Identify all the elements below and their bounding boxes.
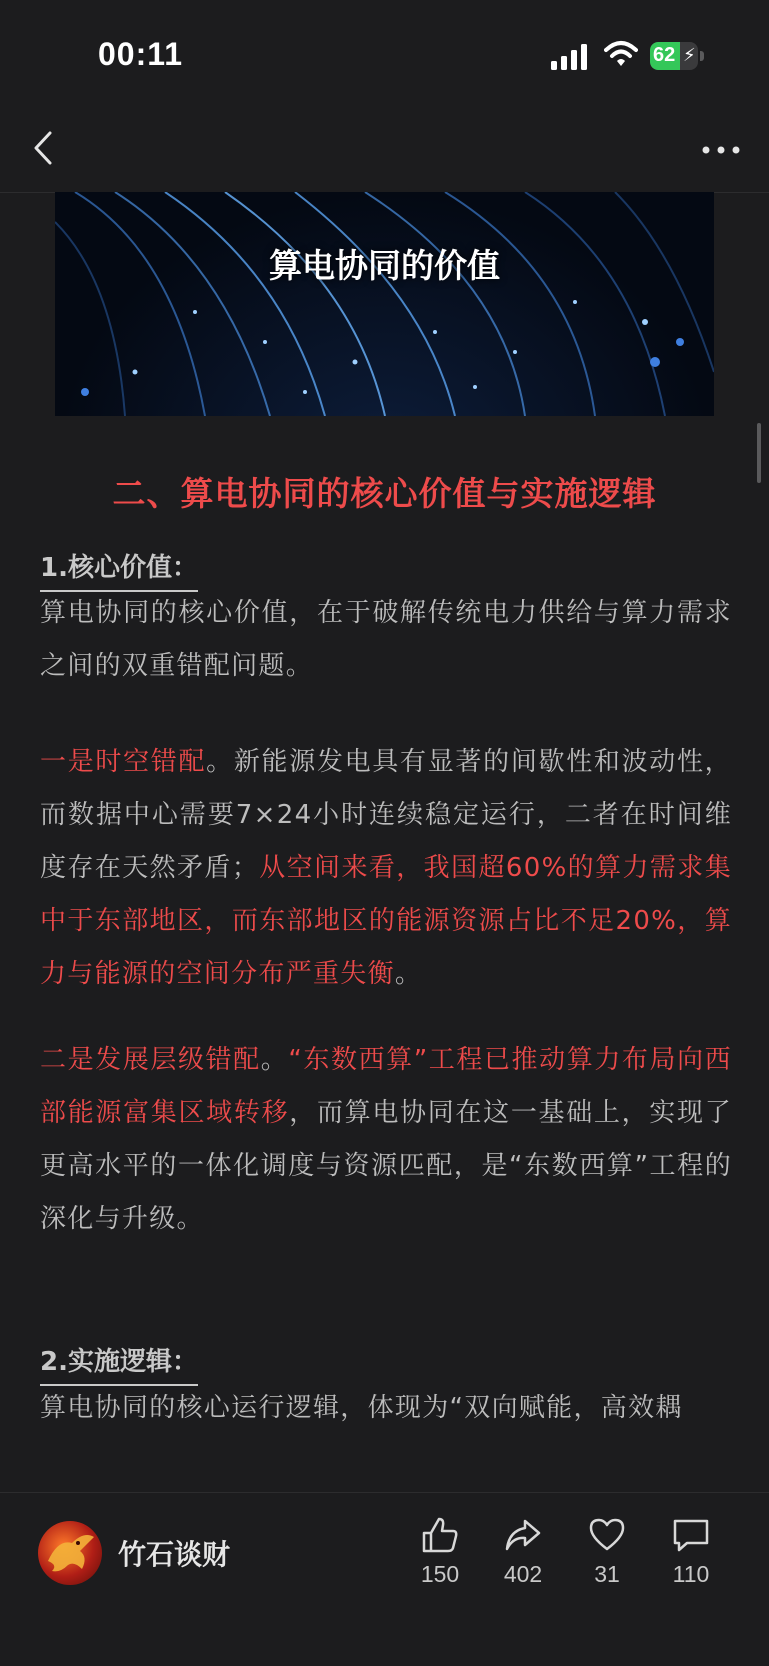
favorite-button[interactable]: [572, 1515, 642, 1588]
highlight-text: 二是发展层级错配: [40, 1045, 261, 1075]
banner-title: 算电协同的价值: [269, 246, 500, 285]
article-banner-image: [55, 192, 714, 416]
charging-bolt-icon: ⚡: [683, 45, 696, 66]
subheading-implementation-logic: 2.实施逻辑：: [40, 1341, 198, 1386]
back-arrow-icon[interactable]: [28, 128, 58, 168]
highlight-text: 一是时空错配: [40, 747, 207, 777]
comment-button[interactable]: [656, 1515, 726, 1588]
like-count: 150: [420, 1561, 460, 1587]
body-text: 。: [394, 959, 423, 989]
share-arrow-icon: [503, 1515, 543, 1555]
highlight-text: 从空间来看，我国超60%的算力需求集中于东部地区，而东部地区的能源资源占比不足20%，算力与能源的空间分布严重失衡: [40, 853, 732, 989]
highlight-text: “东数西算”工程已推动算力布局向西部能源富集区域转移: [40, 1045, 732, 1128]
author-avatar[interactable]: [38, 1521, 102, 1585]
favorite-count: 31: [594, 1561, 620, 1587]
wifi-icon: [604, 40, 638, 68]
article-content[interactable]: [0, 192, 769, 1492]
eagle-logo-icon: [38, 1521, 102, 1585]
share-count: 402: [503, 1561, 543, 1587]
battery-indicator: [650, 42, 706, 70]
scroll-indicator[interactable]: [757, 423, 761, 483]
comment-bubble-icon: [671, 1515, 711, 1555]
data-streams-graphic: [55, 192, 714, 416]
status-bar: [0, 0, 769, 110]
cellular-signal-icon: [551, 44, 587, 70]
like-button[interactable]: [405, 1515, 475, 1588]
paragraph-implementation-logic: 算电协同的核心运行逻辑，体现为“双向赋能，高效耦: [40, 1393, 683, 1423]
body-text: ，而算电协同在这一基础上，实现了更高水平的一体化调度与资源匹配，是“东数西算”工程的深化与升级。: [40, 1098, 732, 1234]
comment-count: 110: [672, 1561, 710, 1587]
body-text: 。新能源发电具有显著的间歇性和波动性，而数据中心需要7×24小时连续稳定运行，二者在时间维度存在天然矛盾；: [40, 747, 732, 883]
status-time: 00:11: [98, 36, 184, 72]
body-text: 。: [260, 1045, 289, 1075]
bottom-action-bar: [0, 1492, 769, 1666]
heart-icon: [587, 1515, 627, 1555]
share-button[interactable]: [488, 1515, 558, 1588]
more-options-icon[interactable]: [701, 140, 741, 160]
paragraph-development-mismatch: [40, 1034, 732, 1246]
nav-bar: [0, 110, 769, 193]
author-name[interactable]: 竹石谈财: [118, 1538, 231, 1571]
thumbs-up-icon: [420, 1515, 460, 1555]
section-title: 二、算电协同的核心价值与实施逻辑: [112, 474, 657, 513]
battery-percent: 62: [653, 44, 676, 66]
paragraph-spatiotemporal-mismatch: [40, 736, 732, 1001]
paragraph-core-value: 算电协同的核心价值，在于破解传统电力供给与算力需求之间的双重错配问题。: [40, 598, 732, 681]
subheading-core-value: 1.核心价值：: [40, 547, 198, 592]
